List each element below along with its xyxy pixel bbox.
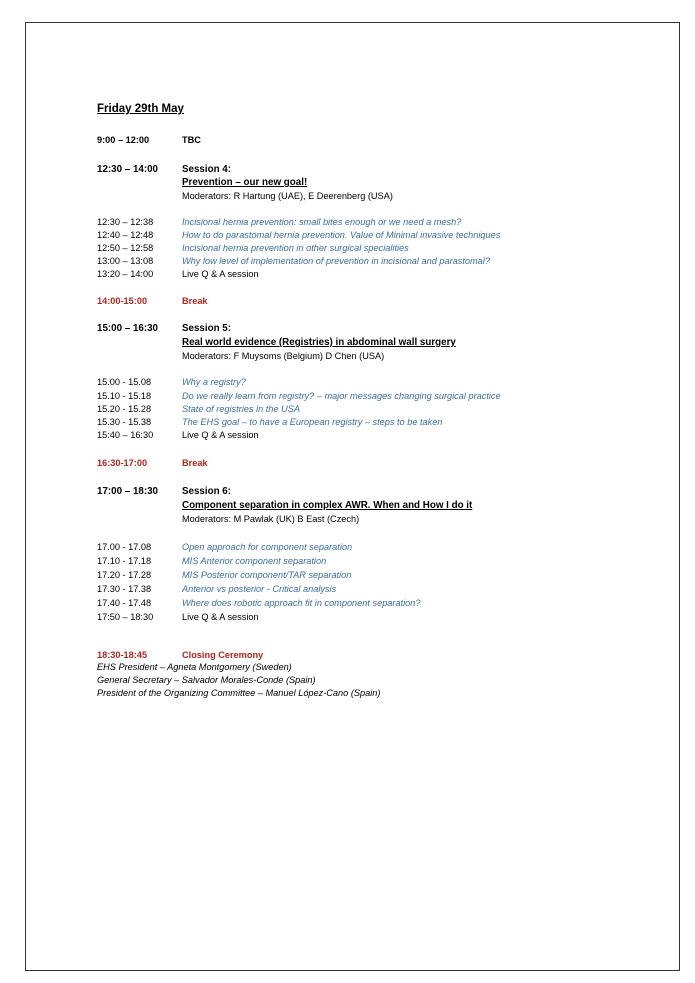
opening-time: 9:00 – 12:00 (97, 135, 150, 145)
talk-time: 15.30 - 15.38 (97, 417, 152, 427)
break-title: Break (182, 296, 208, 306)
talk-time: 13:00 – 13:08 (97, 256, 154, 266)
opening-title: TBC (182, 135, 201, 145)
session-6-moderators: Moderators: M Pawlak (UK) B East (Czech) (182, 514, 360, 524)
session-4-time: 12:30 – 14:00 (97, 164, 159, 175)
talk-time: 17.00 - 17.08 (97, 542, 152, 552)
talk-time: 15.00 - 15.08 (97, 377, 152, 387)
talk-title: Incisional hernia prevention: small bites enough or we need a mesh? (182, 217, 462, 227)
talk-time: 17.20 - 17.28 (97, 570, 152, 580)
closing-line: President of the Organizing Committee – Manuel López-Cano (Spain) (97, 688, 381, 698)
closing-title: Closing Ceremony (182, 650, 264, 660)
session-6-time: 17:00 – 18:30 (97, 486, 159, 497)
session-5-moderators: Moderators: F Muysoms (Belgium) D Chen (USA) (182, 351, 385, 361)
session-5-time: 15:00 – 16:30 (97, 323, 159, 334)
session-6-title: Component separation in complex AWR. When and How I do it (182, 500, 473, 511)
break-time: 16:30-17:00 (97, 458, 148, 468)
talk-time: 15.10 - 15.18 (97, 391, 152, 401)
talk-title: Live Q & A session (182, 612, 259, 622)
talk-title: State of registries in the USA (182, 404, 300, 414)
break-time: 14:00-15:00 (97, 296, 148, 306)
session-4-label: Session 4: (182, 164, 232, 175)
closing-time: 18:30-18:45 (97, 650, 148, 660)
talk-time: 12:40 – 12:48 (97, 230, 154, 240)
talk-title: Do we really learn from registry? – major messages changing surgical practice (182, 391, 501, 401)
talk-time: 12:30 – 12:38 (97, 217, 154, 227)
talk-time: 17:50 – 18:30 (97, 612, 154, 622)
session-4-moderators: Moderators: R Hartung (UAE), E Deerenberg (USA) (182, 191, 393, 201)
talk-title: Open approach for component separation (182, 542, 353, 552)
talk-time: 15.20 - 15.28 (97, 404, 152, 414)
session-4-title: Prevention – our new goal! (182, 177, 308, 188)
talk-title: MIS Posterior component/TAR separation (182, 570, 352, 580)
talk-time: 17.40 - 17.48 (97, 598, 152, 608)
talk-title: Why low level of implementation of prevention in incisional and parastomal? (182, 256, 490, 266)
talk-title: Live Q & A session (182, 430, 259, 440)
talk-time: 13:20 – 14:00 (97, 269, 154, 279)
talk-title: Live Q & A session (182, 269, 259, 279)
talk-title: The EHS goal – to have a European registry – steps to be taken (182, 417, 443, 427)
talk-time: 12:50 – 12:58 (97, 243, 154, 253)
break-title: Break (182, 458, 208, 468)
talk-time: 17.10 - 17.18 (97, 556, 152, 566)
talk-title: MIS Anterior component separation (182, 556, 327, 566)
session-5-label: Session 5: (182, 323, 232, 334)
closing-line: EHS President – Agneta Montgomery (Sweden) (97, 662, 292, 672)
talk-title: Anterior vs posterior - Critical analysis (182, 584, 337, 594)
day-title: Friday 29th May (97, 103, 184, 115)
talk-title: Where does robotic approach fit in component separation? (182, 598, 421, 608)
talk-title: How to do parastomal hernia prevention. Value of Minimal invasive techniques (182, 230, 501, 240)
closing-line: General Secretary – Salvador Morales-Conde (Spain) (97, 675, 316, 685)
session-6-label: Session 6: (182, 486, 232, 497)
talk-title: Why a registry? (182, 377, 246, 387)
talk-title: Incisional hernia prevention in other surgical specialities (182, 243, 409, 253)
talk-time: 15:40 – 16:30 (97, 430, 154, 440)
talk-time: 17.30 - 17.38 (97, 584, 152, 594)
session-5-title: Real world evidence (Registries) in abdominal wall surgery (182, 337, 456, 348)
